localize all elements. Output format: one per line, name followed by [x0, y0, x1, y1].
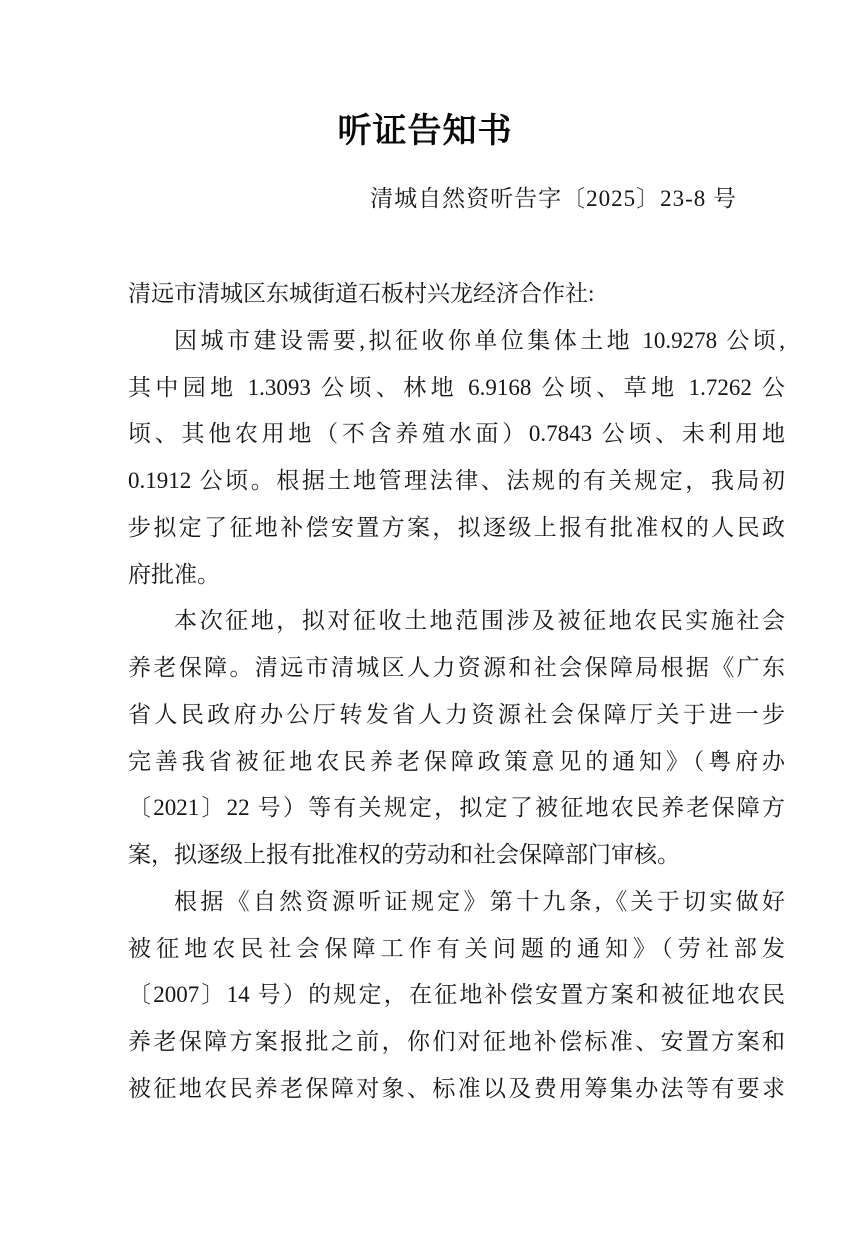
body-line: 根据《自然资源听证规定》第十九条,《关于切实做好 [174, 888, 785, 914]
body-line: 〔2007〕14 号）的规定，在征地补偿安置方案和被征地农民 [128, 982, 785, 1008]
body-line: 省人民政府办公厅转发省人力资源社会保障厅关于进一步 [128, 701, 785, 727]
body-line: 其中园地 1.3093 公顷、林地 6.9168 公顷、草地 1.7262 公 [128, 374, 785, 400]
body-line: 〔2021〕22 号）等有关规定，拟定了被征地农民养老保障方 [128, 795, 785, 821]
body-line: 因城市建设需要,拟征收你单位集体土地 10.9278 公顷, [174, 327, 786, 353]
body-line: 案，拟逐级上报有批准权的劳动和社会保障部门审核。 [128, 842, 680, 867]
document-number: 清城自然资听告字〔2025〕23-8 号 [370, 186, 737, 211]
body-line: 本次征地，拟对征收土地范围涉及被征地农民实施社会 [174, 608, 785, 634]
document-title: 听证告知书 [337, 112, 513, 150]
body-line: 0.1912 公顷。根据土地管理法律、法规的有关规定，我局初 [128, 468, 785, 493]
body-line: 完善我省被征地农民养老保障政策意见的通知》（粤府办 [128, 748, 785, 774]
body-line: 养老保障。清远市清城区人力资源和社会保障局根据《广东 [128, 655, 785, 680]
document-body [128, 271, 785, 1113]
document-content [128, 0, 785, 1113]
body-line: 养老保障方案报批之前，你们对征地补偿标准、安置方案和 [128, 1029, 785, 1054]
body-line: 顷、其他农用地（不含养殖水面）0.7843 公顷、未利用地 [128, 421, 785, 447]
addressee-line: 清远市清城区东城街道石板村兴龙经济合作社: [128, 281, 595, 306]
body-line: 步拟定了征地补偿安置方案，拟逐级上报有批准权的人民政 [128, 514, 785, 540]
body-line: 府批准。 [128, 561, 220, 587]
body-line: 被征地农民社会保障工作有关问题的通知》（劳社部发 [128, 935, 785, 961]
body-line: 被征地农民养老保障对象、标准以及费用筹集办法等有要求 [128, 1075, 785, 1101]
